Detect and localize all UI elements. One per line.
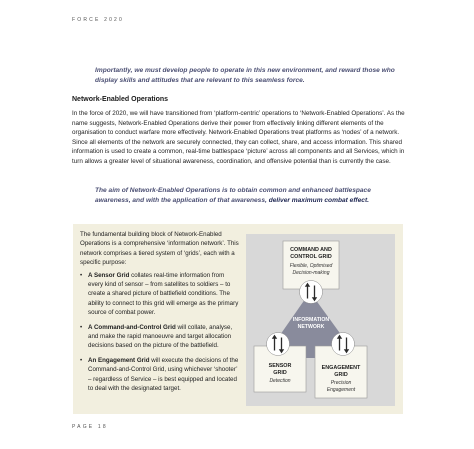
command-grid-title-1: COMMAND AND: [290, 247, 332, 253]
command-node-arrows-icon: [300, 281, 323, 304]
sensor-node-arrows-icon: [267, 333, 290, 356]
grid-diagram: [246, 234, 395, 406]
pull-quote-people: Importantly, we must develop people to operate in this new environment, and reward those who display skills and attitudes that are relevant to this seamless force.: [95, 67, 395, 84]
bullet-text: will execute the decisions of the Command-and-Control Grid, using whichever ‘shooter’ – regardless of Service – is best equipped and located to deal with the designated target.: [88, 356, 239, 393]
page-number: PAGE 18: [72, 424, 108, 430]
bullet-icon: •: [80, 323, 83, 331]
bullet-engagement-grid: [80, 356, 240, 394]
pull-quote-aim-lead: The aim of Network-Enabled Operations is to obtain common and enhanced battlespace awareness, and with the application of that awareness,: [95, 187, 371, 204]
command-grid-sub-1: Flexible, Optimised: [289, 263, 333, 269]
bullet-icon: •: [80, 271, 83, 279]
running-head: FORCE 2020: [72, 17, 125, 23]
pull-quote-aim-emphasis: deliver maximum combat effect.: [268, 196, 369, 204]
bullet-term: An Engagement Grid: [88, 356, 150, 364]
grid-bullet-list: [80, 271, 240, 394]
pull-quote-aim: [95, 186, 395, 205]
sensor-grid-title-2: GRID: [273, 370, 287, 376]
network-label-1: INFORMATION: [292, 317, 330, 323]
body-paragraph: In the force of 2020, we will have transitioned from ‘platform-centric’ operations to ‘Network-Enabled Operations’. As the name suggests, Network-Enabled Operations derive their power from effectively linking different elements of the organisation to conduct warfare more effectively. Network-Enabled Operations treat platforms as ‘nodes’ of a network. Since all elements of the network are securely connected, they can collect, share, and access information. This shared information is used to create a common, real-time battlespace ‘picture’ across all components and all Services, which in turn allows a greater level of situational awareness, coordination, and offensive potential than is currently the case.: [72, 110, 405, 165]
bullet-command-grid: [80, 323, 240, 351]
sensor-grid-sub-1: Detection: [269, 378, 291, 384]
engagement-grid-sub-2: Engagement: [326, 387, 356, 393]
bullet-term: A Command-and-Control Grid: [88, 323, 176, 331]
command-grid-title-2: CONTROL GRID: [290, 254, 332, 260]
panel-intro: The fundamental building block of Network-Enabled Operations is a comprehensive ‘information network’. This network comprises a tiered system of ‘grids’, each with a specific purpose:: [80, 231, 239, 267]
bullet-term: A Sensor Grid: [88, 271, 130, 279]
command-grid-sub-2: Decision-making: [292, 270, 330, 276]
info-panel-text: [80, 230, 240, 399]
network-label-2: NETWORK: [297, 324, 325, 330]
sensor-grid-title-1: SENSOR: [268, 363, 292, 369]
engagement-node-arrows-icon: [332, 333, 355, 356]
bullet-icon: •: [80, 356, 83, 364]
engagement-grid-sub-1: Precision: [330, 380, 352, 386]
bullet-text: collates real-time information from every kind of sensor – from satellites to soldiers – to create a shared picture of battlefield conditions. The ability to connect to this grid will emerge as the primary source of combat power.: [88, 271, 239, 317]
engagement-grid-title-2: GRID: [334, 372, 348, 378]
bullet-text: will collate, analyse, and make the rapid manoeuvre and target allocation decisions based on the picture of the battlefield.: [88, 323, 233, 350]
section-heading: Network-Enabled Operations: [72, 96, 169, 103]
engagement-grid-title-1: ENGAGEMENT: [321, 365, 361, 371]
bullet-sensor-grid: [80, 271, 240, 318]
